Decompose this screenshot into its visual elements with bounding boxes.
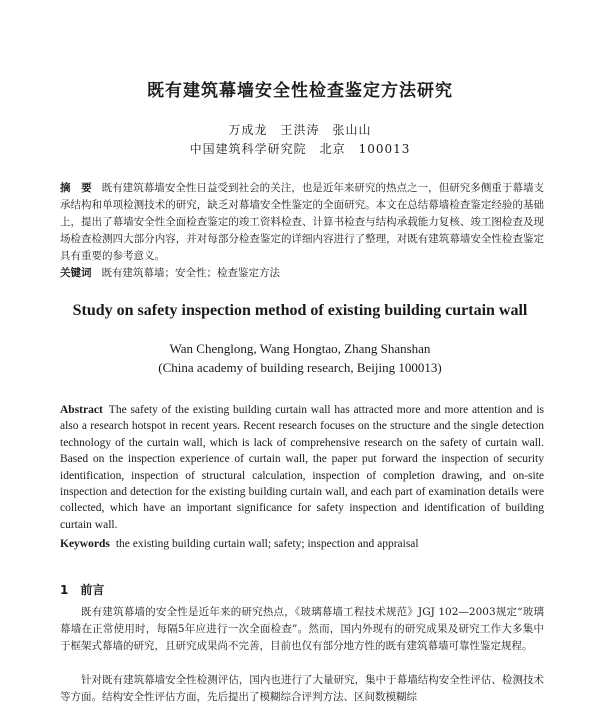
body-paragraph: 既有建筑幕墙的安全性是近年来的研究热点，《玻璃幕墙工程技术规范》JGJ 102—2003规定“玻璃幕墙在正常使用时，每隔5年应进行一次全面检查”。然而，国内外现有的研究成果及研究工作大多集中于框架式幕墙的研究，且研究成果尚不完善，目前也仅有部分地方性的既有建筑幕墙可靠性鉴定规程。 [60,606,544,652]
affiliation-chinese: 中国建筑科学研究院 北京 100013 [189,142,411,156]
keywords-english-text: the existing building curtain wall; safety; inspection and appraisal [115,538,419,550]
authors-english: Wan Chenglong, Wang Hongtao, Zhang Shanshan [169,341,431,356]
title-chinese: 既有建筑幕墙安全性检查鉴定方法研究 [147,81,453,101]
abstract-english [60,402,544,533]
abstract-chinese [60,180,544,265]
abstract-chinese-label: 摘 要 [60,182,92,194]
section-title: 前言 [80,583,105,597]
title-english: Study on safety inspection method of existing building curtain wall [72,302,528,319]
keywords-chinese [60,265,544,282]
keywords-english [60,536,544,552]
authors-chinese: 万成龙 王洪涛 张山山 [228,123,372,137]
body-paragraph: 针对既有建筑幕墙安全性检测评估，国内也进行了大量研究，集中于幕墙结构安全性评估、检测技术等方面。结构安全性评估方面，先后提出了模糊综合评判方法、区间数模糊综 [60,674,544,703]
section-number: 1 [60,583,69,597]
abstract-english-text: The safety of the existing building curtain wall has attracted more and more attention and is also a research hotspot in recent years. Recent research focuses on the structure and the single detection technology of the curtain wall, which is lack of comprehensive research on the safety of curtain wall. Based on the inspection experience of curtain wall, the paper put forward the inspection of security identification, inspection of structural calculation, inspection of completion drawing, and on-site inspection and detection for the existing building curtain wall, and each part of examination details were collected, which have an important significance for safety inspection and identification of building curtain wall. [60,404,544,531]
abstract-chinese-text: 既有建筑幕墙安全性日益受到社会的关注，也是近年来研究的热点之一，但研究多侧重于幕墙支承结构和单项检测技术的研究，缺乏对幕墙安全性鉴定的全面研究。本文在总结幕墙检查鉴定经验的基础上，提出了幕墙安全性全面检查鉴定的竣工资料检查、计算书检查与结构承载能力复核、竣工图检查及现场检查检测四大部分内容，并对每部分检查鉴定的详细内容进行了整理，对既有建筑幕墙安全性检查鉴定具有重要的参考意义。 [60,182,545,262]
keywords-chinese-label: 关键词 [60,267,92,279]
abstract-english-label: Abstract [60,404,103,416]
section-heading [60,581,104,598]
keywords-chinese-text: 既有建筑幕墙；安全性；检查鉴定方法 [101,267,280,279]
affiliation-english: (China academy of building research, Beijing 100013) [158,360,442,375]
keywords-english-label: Keywords [60,538,110,550]
